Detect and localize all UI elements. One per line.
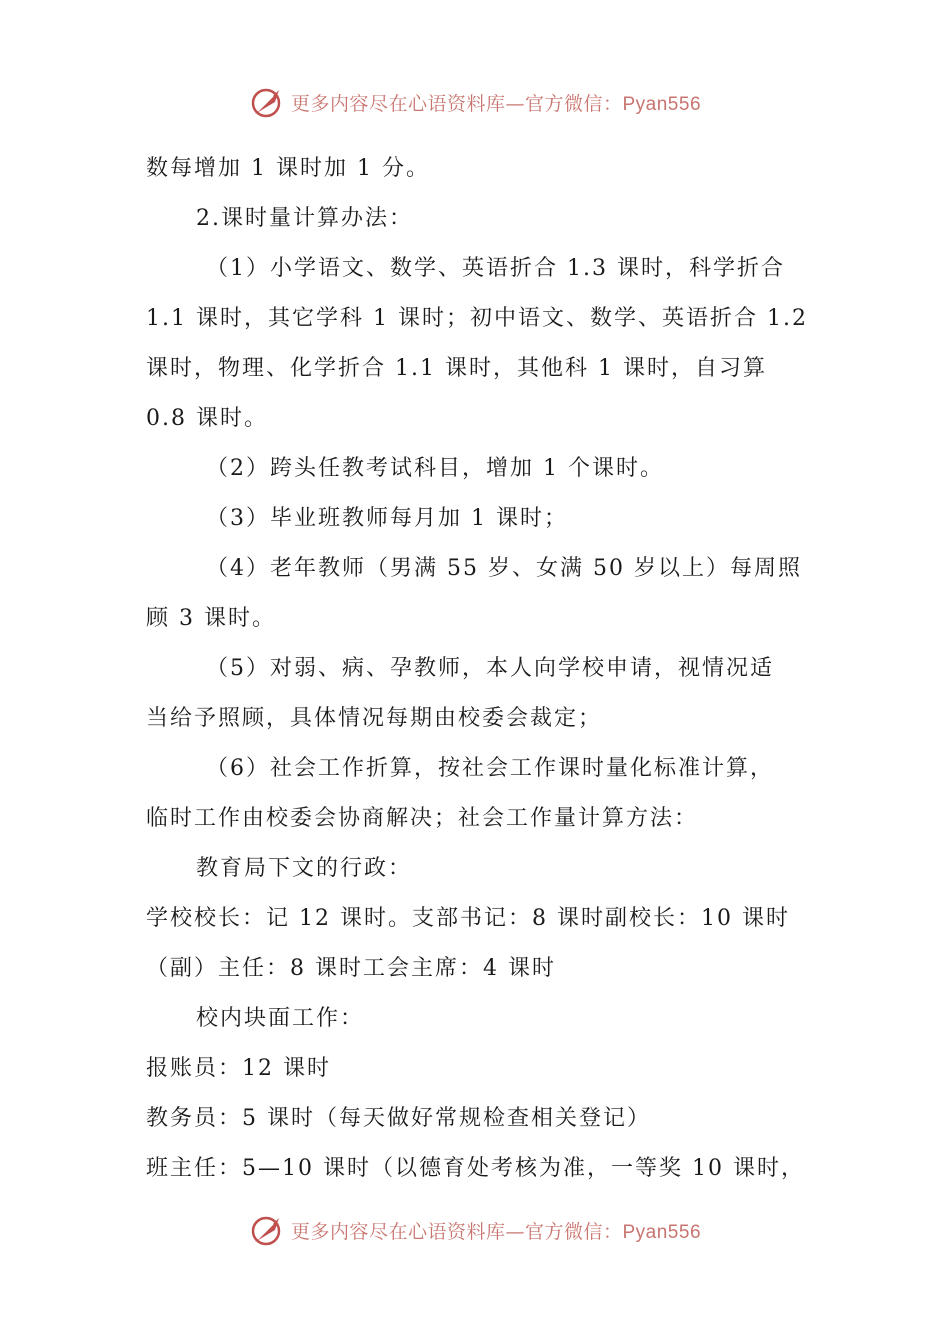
text-line: 报账员：12 课时 xyxy=(146,1056,331,1081)
text-line: 课时，物理、化学折合 1.1 课时，其他科 1 课时，自习算 xyxy=(146,356,767,381)
text-line: 数每增加 1 课时加 1 分。 xyxy=(146,156,430,181)
text-line: 顾 3 课时。 xyxy=(146,606,276,631)
text-line: （6）社会工作折算，按社会工作课时量化标准计算， xyxy=(206,756,774,781)
text-line: 临时工作由校委会协商解决；社会工作量计算方法： xyxy=(146,806,699,831)
quill-logo-icon xyxy=(249,84,285,120)
footer-banner xyxy=(0,1210,950,1250)
text-line: （副）主任：8 课时工会主席：4 课时 xyxy=(146,956,556,981)
text-line: 教育局下文的行政： xyxy=(196,856,413,881)
text-line: （4）老年教师（男满 55 岁、女满 50 岁以上）每周照 xyxy=(206,556,802,581)
banner-prefix: 更多内容尽在心语资料库—官方微信： xyxy=(290,1220,623,1243)
text-line: 1.1 课时，其它学科 1 课时；初中语文、数学、英语折合 1.2 xyxy=(146,306,808,331)
banner-text xyxy=(291,1217,701,1244)
banner-text xyxy=(291,89,701,116)
text-line: （2）跨头任教考试科目，增加 1 个课时。 xyxy=(206,456,664,481)
text-line: 当给予照顾，具体情况每期由校委会裁定； xyxy=(146,706,603,731)
banner-prefix: 更多内容尽在心语资料库—官方微信： xyxy=(290,92,623,115)
text-line: 教务员：5 课时（每天做好常规检查相关登记） xyxy=(146,1106,651,1131)
text-line: 班主任：5—10 课时（以德育处考核为准，一等奖 10 课时， xyxy=(146,1156,805,1181)
banner-wechat-id: Pyan556 xyxy=(622,1221,702,1243)
text-line: 2.课时量计算办法： xyxy=(196,206,413,231)
quill-logo-icon xyxy=(249,1212,285,1248)
document-body xyxy=(146,144,816,1194)
text-line: （3）毕业班教师每月加 1 课时； xyxy=(206,506,568,531)
text-line: 校内块面工作： xyxy=(196,1006,365,1031)
text-line: 0.8 课时。 xyxy=(146,406,268,431)
header-banner xyxy=(0,82,950,122)
text-line: （5）对弱、病、孕教师，本人向学校申请，视情况适 xyxy=(206,656,774,681)
banner-wechat-id: Pyan556 xyxy=(622,93,702,115)
text-line: 学校校长：记 12 课时。支部书记：8 课时副校长：10 课时 xyxy=(146,906,790,931)
text-line: （1）小学语文、数学、英语折合 1.3 课时，科学折合 xyxy=(206,256,785,281)
